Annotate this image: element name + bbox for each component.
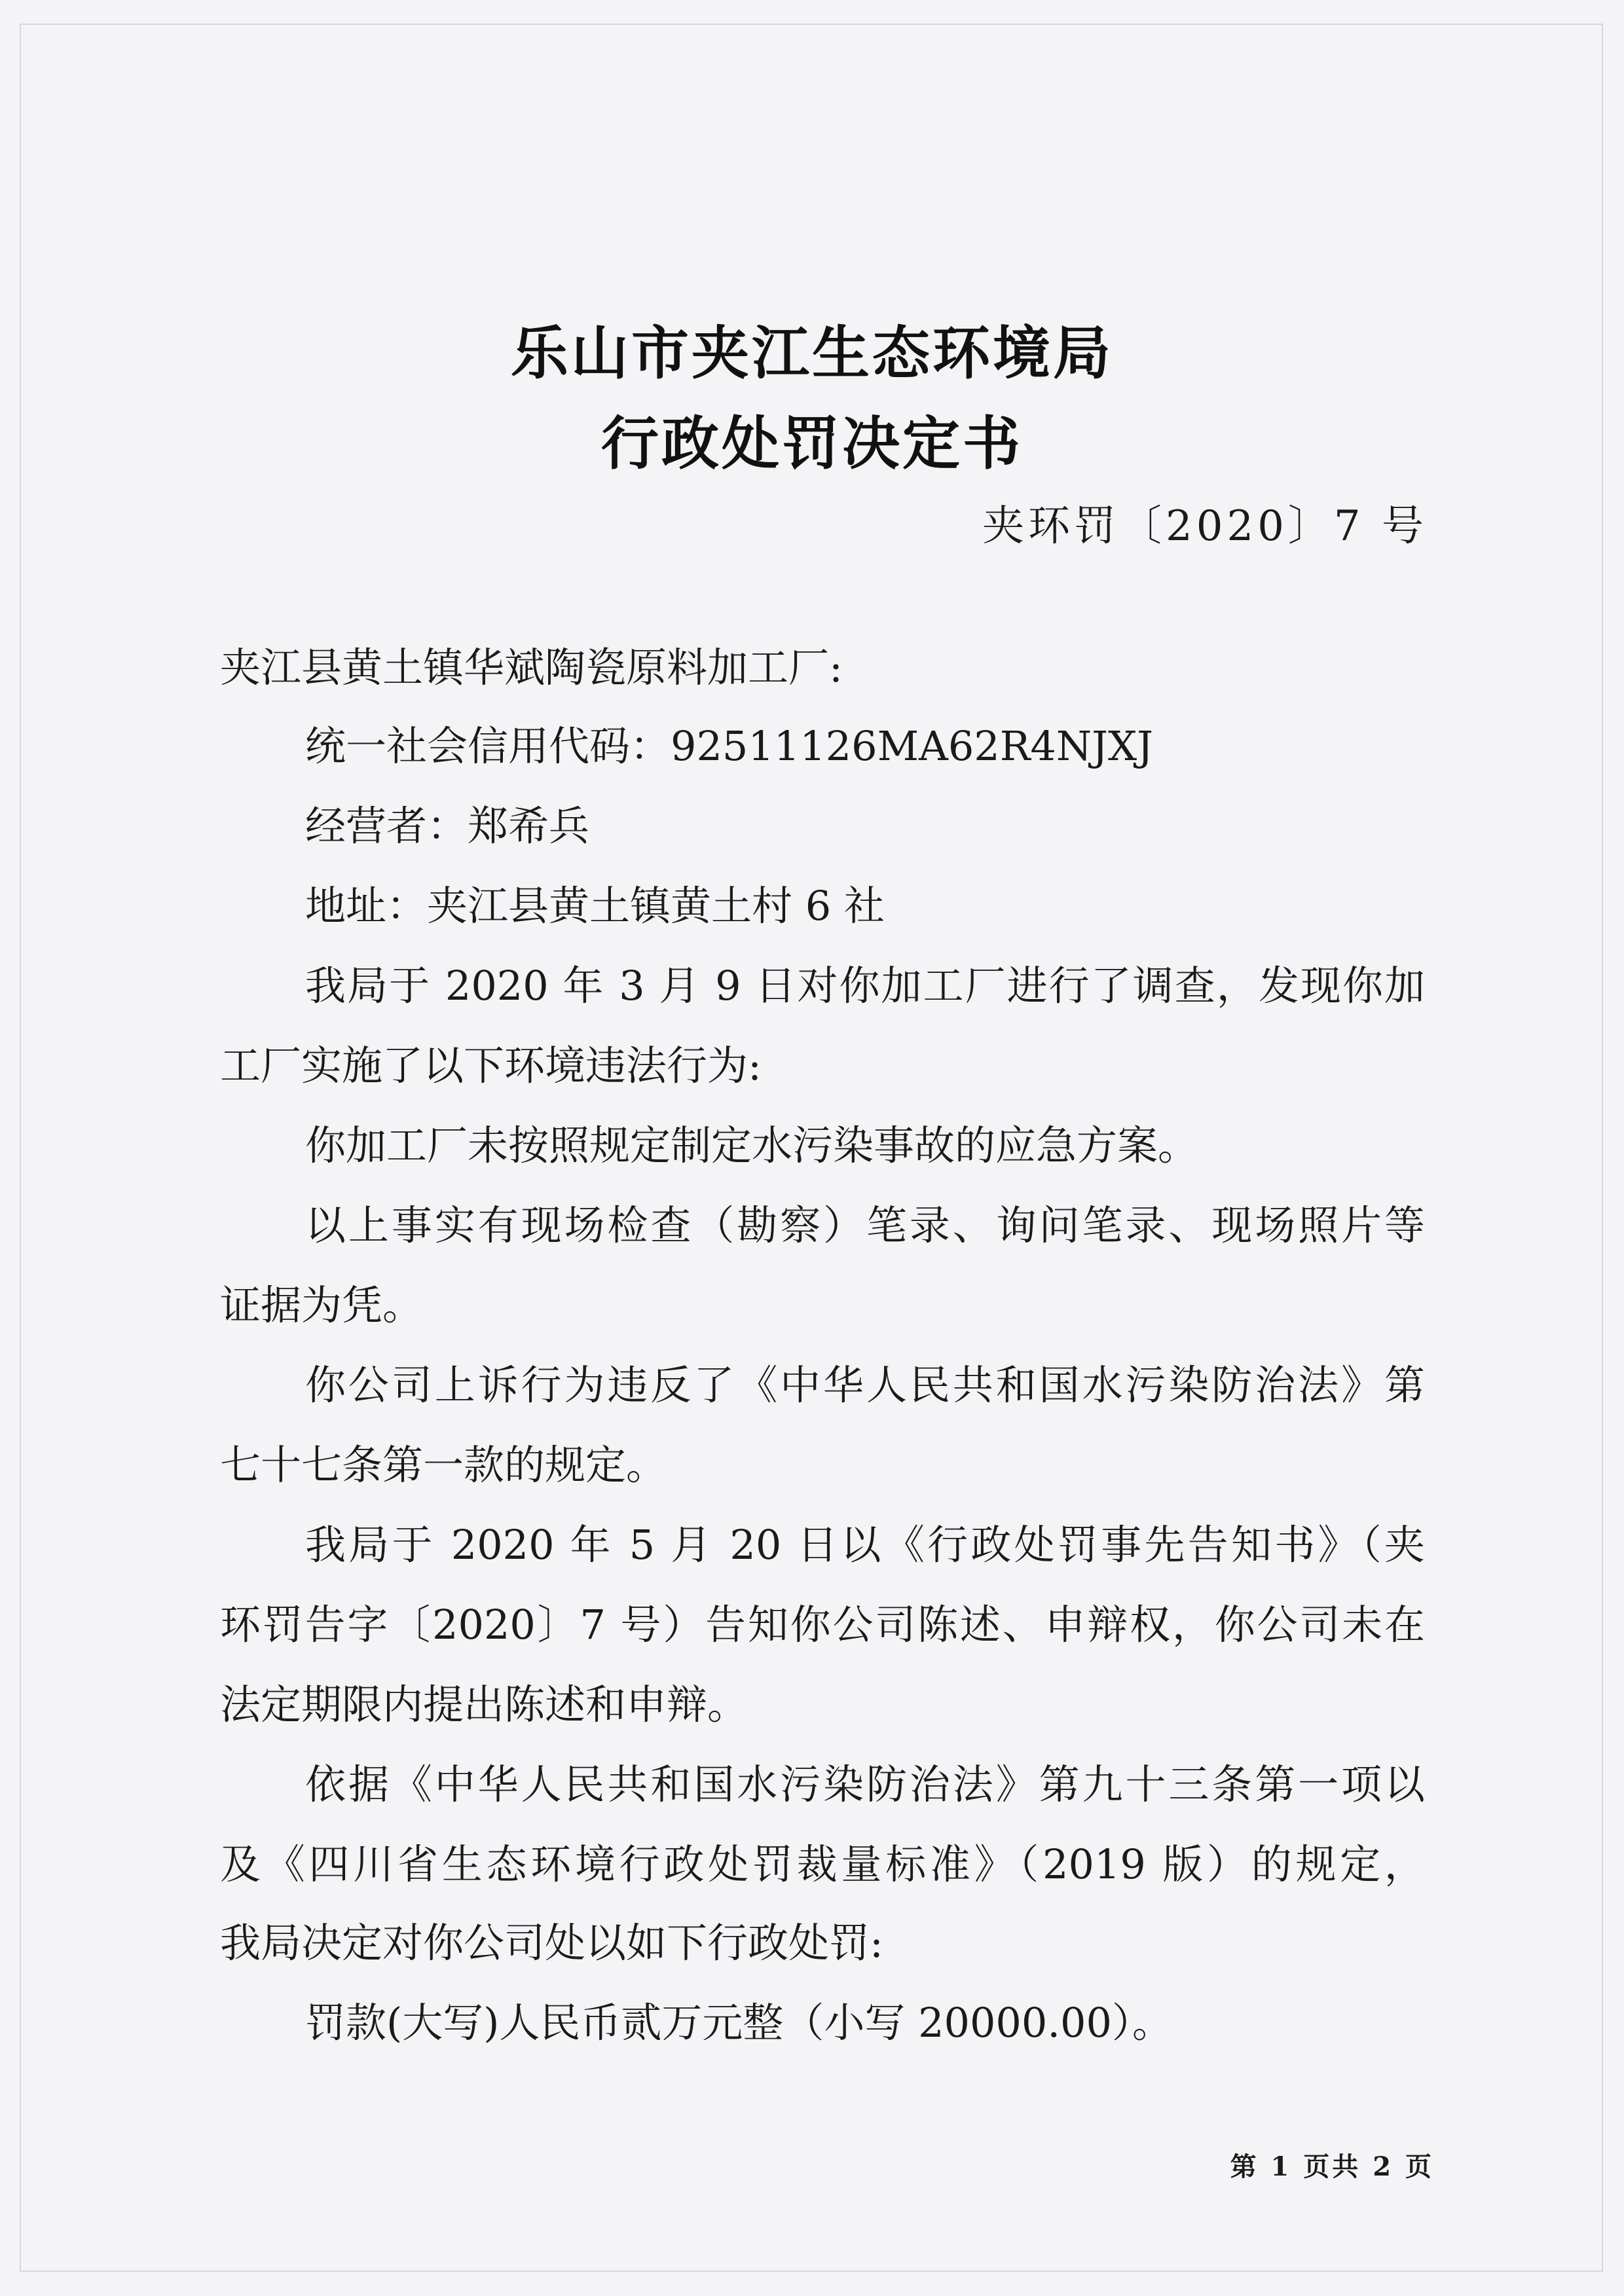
body-line: 我局决定对你公司处以如下行政处罚: xyxy=(220,1919,883,1967)
addressee-name: 夹江县黄土镇华斌陶瓷原料加工厂: xyxy=(220,644,843,691)
credit-code: 统一社会信用代码：92511126MA62R4NJXJ xyxy=(305,722,1153,770)
body-line: 工厂实施了以下环境违法行为: xyxy=(220,1042,762,1089)
document-title: 行政处罚决定书 xyxy=(600,409,1023,477)
body-line: 及《四川省生态环境行政处罚裁量标准》（2019 版）的规定， xyxy=(220,1840,1425,1888)
page-indicator: 第 1 页共 2 页 xyxy=(1230,2151,1434,2182)
body-line: 依据《中华人民共和国水污染防治法》第九十三条第一项以 xyxy=(305,1760,1425,1808)
body-line: 以上事实有现场检查（勘察）笔录、询问笔录、现场照片等 xyxy=(305,1201,1425,1249)
operator: 经营者：郑希兵 xyxy=(305,802,590,850)
body-line: 环罚告字〔2020〕7 号）告知你公司陈述、申辩权，你公司未在 xyxy=(220,1601,1425,1649)
body-line: 七十七条第一款的规定。 xyxy=(220,1441,667,1489)
agency-title: 乐山市夹江生态环境局 xyxy=(510,319,1113,387)
penalty-line: 罚款(大写)人民币贰万元整（小写 20000.00）。 xyxy=(305,1999,1173,2047)
address: 地址：夹江县黄土镇黄土村 6 社 xyxy=(305,882,885,930)
body-line: 我局于 2020 年 5 月 20 日以《行政处罚事先告知书》（夹 xyxy=(305,1521,1425,1569)
body-line: 你公司上诉行为违反了《中华人民共和国水污染防治法》第 xyxy=(305,1361,1425,1409)
document-number: 夹环罚〔2020〕7 号 xyxy=(982,502,1428,551)
body-line: 我局于 2020 年 3 月 9 日对你加工厂进行了调查，发现你加 xyxy=(305,962,1425,1010)
body-line: 你加工厂未按照规定制定水污染事故的应急方案。 xyxy=(305,1121,1199,1169)
body-line: 证据为凭。 xyxy=(220,1281,424,1329)
body-line: 法定期限内提出陈述和申辩。 xyxy=(220,1681,748,1728)
